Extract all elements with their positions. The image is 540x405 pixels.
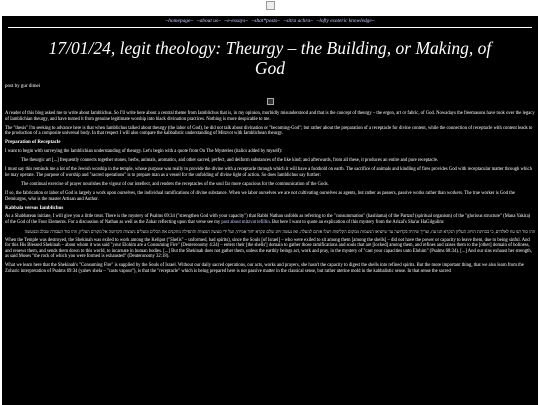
paragraph: The "thesis" I'm seeking to advance here is that when Iamblichus talked about theurgy (the labor of God), he did not talk about divination or "becoming-God"; but rather about the preparation of a receptacle for divine content, while the connection of receptacle with content leads to the production of a composite universal body. In that respect I will also compare the kabbalistic understanding of Mitzvot with Iamblichean theurgy. bbox=[5, 125, 533, 137]
paragraph: A reader of this blog asked me to write about Iamblichus. So I'll write here about a central theme from Iamblichus that is, in my opinion, morbidly misunderstood and that is the concept of theurgy – the ergon, art or fabric, of God. Nowadays the freemasons have took over the legacy of Iamblichian theurgy, and have turned it from genuine legitimate worship into black divination practices. Nothing is more despicable to me. bbox=[5, 111, 535, 122]
nav-link-homepage[interactable]: ~homepage~ bbox=[165, 18, 194, 24]
paragraph bbox=[5, 214, 535, 225]
section-heading: Kabbala versus Iamblichus bbox=[5, 205, 64, 211]
post-body bbox=[2, 111, 538, 275]
broken-image-icon bbox=[267, 98, 274, 105]
paragraph: I want to begin with surveying the Iamblichian understanding of theurgy. Let's begin with a quote from On The Mysteries (italics added by myself): bbox=[5, 148, 283, 154]
nav-divider bbox=[8, 27, 532, 28]
nav-link-lofty-esoteric[interactable]: ~lofty esoteric knowledge~ bbox=[316, 18, 375, 24]
paragraph: When the Temple was destroyed, the Shekinah was exiled to work among the Kelipot ("Shells" – unformed, bad spirits), since the Souls [of Israel] – who were exiled to sit among them [among the shells] – did not have the power or capacity to leave them, due to being sinful. And for this His Blessed Shekinah – about whom it was said "your Elohim are a Consuming Fire" (Deuteronomy 4:24) – enters their [the shells'] domain to gather those ramifications and souls that are [locked] among them, and refines and raises them to the [other] domain of holiness, and renews them, and sends them down to this world, to incarnate in human bodies. [...] But the Shekinah does not gather them, unless the earthly beings act, work and pray, in the mystery of "cast your capacities unto Elohim" (Psalms 68:34). [...] And our sins exhaust her strength, as said Moses "the rock of which you were formed is exhausted" (Deuteronomy 32:18). bbox=[5, 237, 532, 260]
post-byline: post by gur dimei bbox=[5, 84, 41, 89]
nav-link-sitra-achra[interactable]: ~sitra achra~ bbox=[283, 18, 314, 24]
section-heading: Preparation of Receptacle bbox=[5, 140, 61, 146]
paragraph-text: As a Shabbatean initiate, I will give you a little treat. There is the mystery of Psalms 69:34 ("strengthen God with your capacity") that Rabbi Nathan unfolds as referring to the "consummation" (hashlama) of the Partzuf (spiritual organism) of the "glorious structure" (Mana Yakira) of the God of the Four Elements. For a discussion of Nathan as well as the Zohar reflecting upon that verse see my bbox=[5, 214, 531, 225]
page-container bbox=[2, 16, 538, 405]
mitzvat-tefillin-link[interactable]: post about mitzvat tefillin bbox=[221, 219, 270, 225]
hebrew-quote: וזהו סוד תנו עוז לאלהים, כי בבחינת הזיווג העליון הנקרא תנו עוז, וצריך שיהיה בקדושה עד שיוציאו הנשמות ממקום הקליפות ויעלו אותם למעלה, ואז נעשה זיווג שלם ונקרא יחוד אמיתי, ועל ידי מעשה המצוות והתפילה מתקנים את הכלים ומעלים ניצוצות הקדושה אל מקורם העליון, וזהו סוד העבודה שבלב ובמעשה bbox=[24, 228, 535, 234]
paragraph: What we learn here that the Shekinah's "Consuming Fire" is supplied by the Souls of Israel. Without our daily sacred operations, our acts, works and prayers, she hasn't the capacity to digest the shells into refined spirits. But the more important thing, that we also learn from the Zoharic interpretation of Psalms 69:34 (yahev shela – "casts vapour"), is that the "receptacle" which is being prepared here is not passive matter in the classical sense, but rather uterine mold in the kabbalistic sense. In that sense the sacred bbox=[5, 263, 524, 275]
header-image bbox=[0, 0, 540, 14]
post-title: 17/01/24, legit theology: Theurgy – the Building, or Making, of God bbox=[48, 38, 492, 78]
paragraph: I must say this reminds me a lot of the Jewish worship in the temple, whose purpose was really to provide the divine with a receptacle through which it will have a foothold on earth. The sacrifice of animals and kindling of fires provides God with receptacular matter through which he may operate. The purpose of worship and "sacred operations" is to prepare man as a vessel for the unfolding of divine light of action. So does Iamblichus say further: bbox=[5, 167, 532, 178]
broken-image-icon bbox=[266, 1, 275, 10]
quote: The continual exercise of prayer nourishes the vigour of our intellect, and renders the receptacles of the soul far more capacious for the communication of the Gods. bbox=[21, 181, 329, 187]
paragraph: If so, the fabrication or labor of God is largely a work upon ourselves, the individual ramifications of divine substance. When we labor ourselves we are not cultivating ourselves as agents, but rather as passers, passive works rather than workers. The true worker is God the Demiurgos, who is the master Artisan and Author. bbox=[5, 190, 515, 202]
nav-link-about-us[interactable]: ~about us~ bbox=[196, 18, 221, 24]
nav-link-e-essays[interactable]: ~e-essays~ bbox=[224, 18, 249, 24]
post-image bbox=[2, 97, 538, 105]
nav-link-shatposts[interactable]: ~shat*posts~ bbox=[251, 18, 281, 24]
quote: The theurgic art [...] frequently connects together stones, herbs, animals, aromatics, and other sacred, perfect, and deiform substances of the like kind; and afterwards, from all these, it produces an entire and pure receptacle. bbox=[21, 158, 439, 164]
top-nav bbox=[2, 16, 538, 27]
paragraph-text: . But here I want to quote an explication of this mystery from the Arizal's Sha'ar HaGilgulim: bbox=[269, 219, 445, 225]
